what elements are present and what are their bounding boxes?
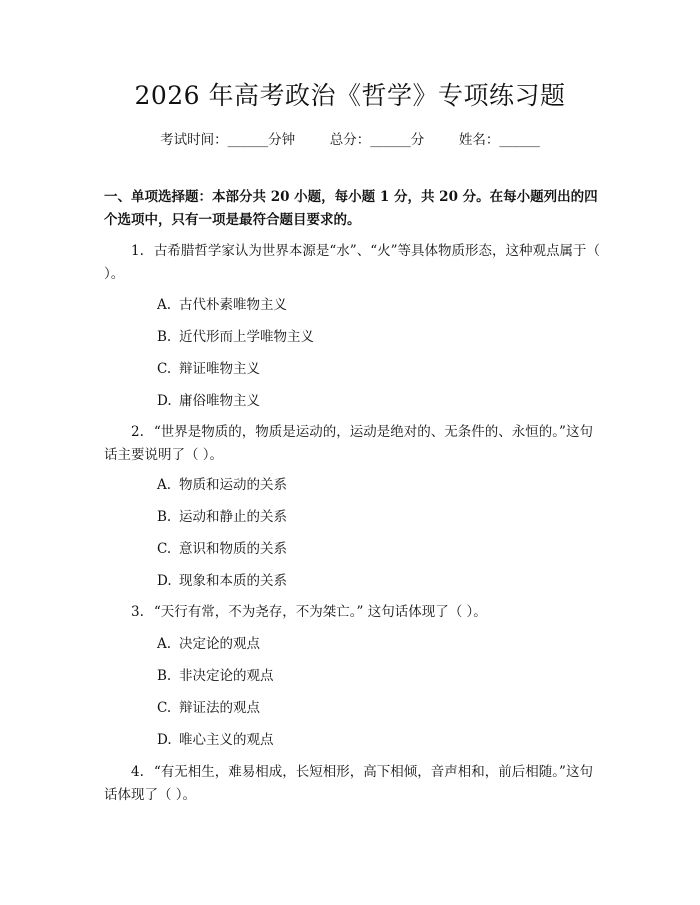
option-letter: A. (157, 477, 172, 493)
question-2-option-d (157, 570, 287, 592)
option-letter: C. (157, 541, 172, 557)
question-4 (104, 761, 604, 807)
exam-meta (0, 129, 700, 151)
question-number: 1. (131, 243, 144, 259)
option-letter: D. (157, 732, 172, 748)
section-heading: 一、单项选择题：本部分共 20 小题，每小题 1 分，共 20 分。在每小题列出的四个选项中，只有一项是最符合题目要求的。 (104, 189, 598, 228)
option-letter: C. (157, 700, 172, 716)
question-1-option-d (157, 390, 260, 412)
question-text: “天行有常，不为尧存，不为桀亡。” 这句话体现了（ ）。 (153, 604, 487, 620)
total-score-field: 总分：______分 (329, 132, 425, 148)
question-3-option-b (157, 665, 274, 687)
option-text: 意识和物质的关系 (179, 541, 287, 557)
question-2-option-b (157, 506, 287, 528)
question-1-option-a (157, 294, 287, 316)
option-letter: C. (157, 361, 172, 377)
option-text: 运动和静止的关系 (179, 509, 287, 525)
option-text: 非决定论的观点 (179, 668, 274, 684)
option-text: 物质和运动的关系 (179, 477, 287, 493)
option-text: 古代朴素唯物主义 (179, 297, 287, 313)
question-1-option-b (157, 326, 314, 348)
option-letter: A. (157, 636, 172, 652)
question-2 (104, 421, 604, 467)
option-letter: D. (157, 573, 172, 589)
question-text: “有无相生，难易相成，长短相形，高下相倾，音声相和，前后相随。”这句话体现了（ ）。 (104, 764, 593, 803)
option-text: 现象和本质的关系 (179, 573, 287, 589)
question-1-option-c (157, 358, 260, 380)
option-text: 庸俗唯物主义 (179, 393, 260, 409)
option-letter: B. (157, 668, 172, 684)
question-3-option-a (157, 633, 260, 655)
question-3 (104, 601, 604, 624)
question-number: 3. (131, 604, 144, 620)
question-text: 古希腊哲学家认为世界本源是“水”、“火”等具体物质形态，这种观点属于（ ）。 (104, 243, 600, 282)
question-text: “世界是物质的，物质是运动的，运动是绝对的、无条件的、永恒的。”这句话主要说明了（ ）。 (104, 424, 593, 463)
option-text: 辩证唯物主义 (179, 361, 260, 377)
question-2-option-a (157, 474, 287, 496)
question-1 (104, 240, 604, 286)
option-text: 辩证法的观点 (179, 700, 260, 716)
question-number: 4. (131, 764, 144, 780)
option-letter: A. (157, 297, 172, 313)
exam-time-field: 考试时间：______分钟 (160, 132, 296, 148)
question-2-option-c (157, 538, 287, 560)
option-text: 决定论的观点 (179, 636, 260, 652)
page-title: 2026 年高考政治《哲学》专项练习题 (134, 81, 566, 110)
option-text: 近代形而上学唯物主义 (179, 329, 314, 345)
option-text: 唯心主义的观点 (179, 732, 274, 748)
option-letter: B. (157, 509, 172, 525)
question-3-option-c (157, 697, 260, 719)
option-letter: D. (157, 393, 172, 409)
question-number: 2. (131, 424, 144, 440)
student-name-field: 姓名：______ (458, 132, 540, 148)
option-letter: B. (157, 329, 172, 345)
question-3-option-d (157, 729, 274, 751)
